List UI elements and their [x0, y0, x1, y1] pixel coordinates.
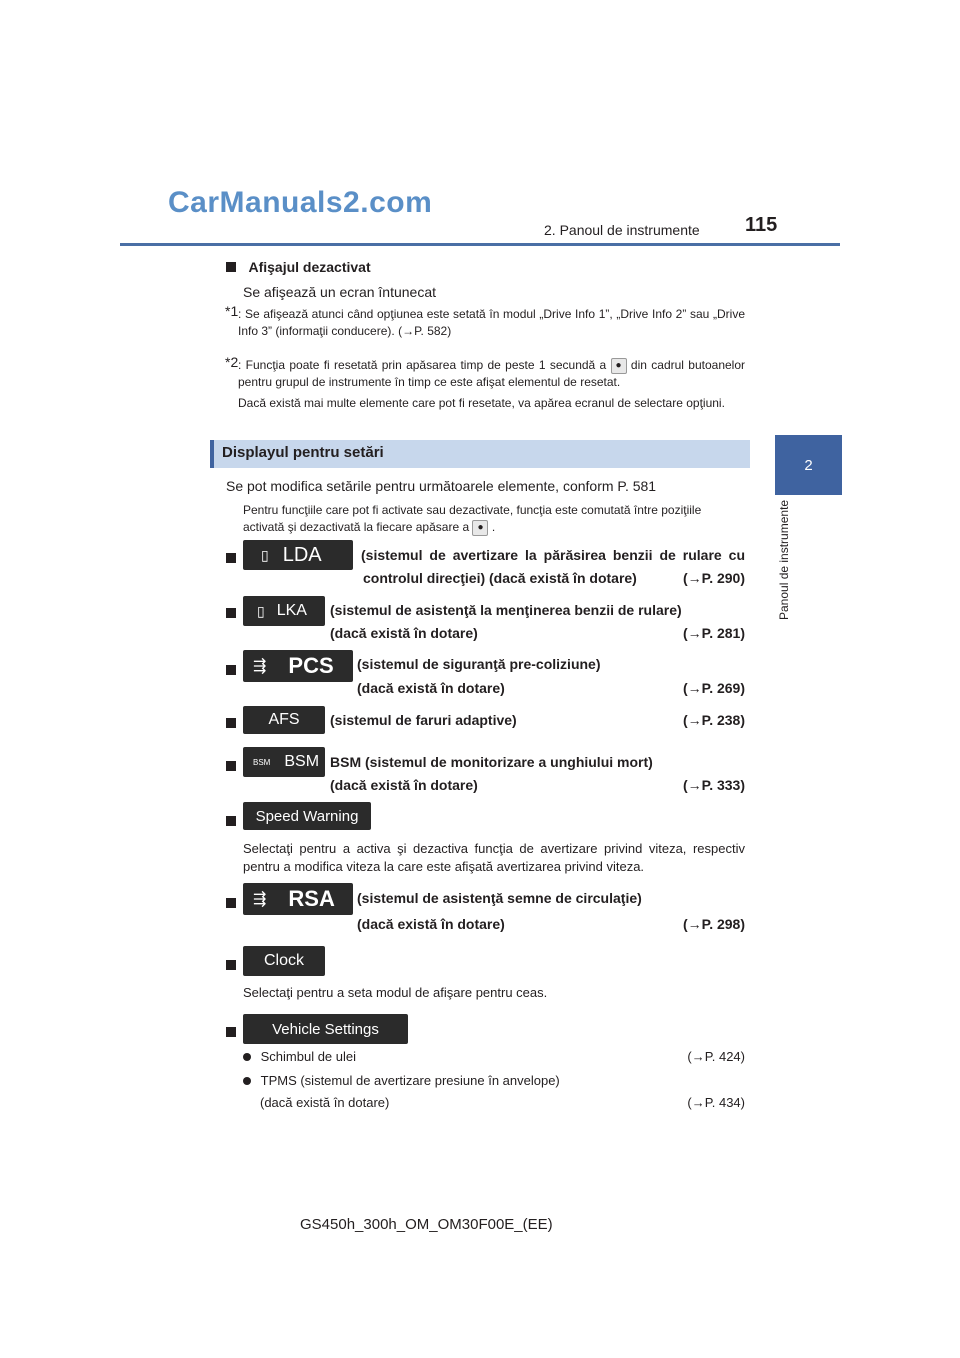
- footnote-2-mark: *2: [225, 354, 239, 370]
- speed-warning-badge: [243, 802, 371, 830]
- afs-badge-label: AFS: [268, 711, 300, 728]
- clock-desc: Selectaţi pentru a seta modul de afişare pentru ceas.: [243, 985, 548, 1000]
- enter-button-icon: ●: [611, 358, 627, 374]
- display-off-text: Se afişează un ecran întunecat: [243, 284, 437, 300]
- clock-badge: [243, 946, 325, 976]
- square-bullet-icon: [226, 1027, 236, 1037]
- round-bullet-icon: [243, 1077, 251, 1085]
- vehicle-item-tpms: [243, 1073, 560, 1088]
- speed-warning-badge-label: Speed Warning: [255, 807, 359, 825]
- vehicle-item-oil-label: Schimbul de ulei: [260, 1049, 357, 1064]
- display-off-heading: Afişajul dezactivat: [248, 259, 371, 275]
- footnote-2-text-b: din cadrul butoanelor pentru grupul de instrumente în timp ce este afişat elementul de resetat.: [238, 358, 745, 389]
- square-bullet-icon: [226, 816, 236, 826]
- bsm-small-label: BSM: [253, 757, 271, 767]
- rsa-ref: (→P. 298): [683, 916, 745, 932]
- pre-collision-icon: ⇶: [253, 658, 267, 675]
- afs-line1: (sistemul de faruri adaptive): [330, 712, 517, 728]
- lda-ref: (→P. 290): [683, 570, 745, 586]
- footnote-2-text-a: : Funcţia poate fi resetată prin apăsarea timp de peste 1 secundă a: [238, 358, 607, 372]
- rsa-line1: (sistemul de asistenţă semne de circulaţie): [357, 890, 642, 906]
- bsm-badge: [243, 747, 325, 777]
- lka-line2: (dacă există în dotare): [330, 625, 478, 641]
- square-bullet-icon: [226, 262, 236, 272]
- footnote-1: [225, 303, 745, 340]
- pcs-line2: (dacă există în dotare): [357, 680, 505, 696]
- display-off-heading-row: [226, 259, 371, 277]
- document-code: GS450h_300h_OM_OM30F00E_(EE): [300, 1216, 553, 1233]
- lka-line1: (sistemul de asistenţă la menţinerea benzii de rulare): [330, 602, 682, 618]
- bsm-line2: (dacă există în dotare): [330, 777, 478, 793]
- header-rule: [120, 243, 840, 246]
- lane-keeping-icon: ▯: [257, 602, 265, 619]
- bsm-ref: (→P. 333): [683, 777, 745, 793]
- watermark-logo: CarManuals2.com: [168, 186, 433, 219]
- bsm-badge-label: BSM: [284, 753, 320, 770]
- lane-departure-icon: ▯: [261, 546, 269, 563]
- road-sign-icon: ⇶: [253, 891, 267, 908]
- vehicle-item-oil: [243, 1049, 356, 1064]
- settings-subnote-a: Pentru funcţiile care pot fi activate sau dezactivate, funcţia este comutată între poziţiile: [243, 503, 702, 517]
- footnote-2-text-c: Dacă există mai multe elemente care pot fi resetate, va apărea ecranul de selectare opţiuni.: [238, 396, 725, 410]
- footnote-1-mark: *1: [225, 303, 239, 319]
- square-bullet-icon: [226, 960, 236, 970]
- lka-badge-label: LKA: [276, 602, 307, 619]
- square-bullet-icon: [226, 761, 236, 771]
- pcs-badge-label: PCS: [288, 653, 334, 678]
- afs-ref: (→P. 238): [683, 712, 745, 728]
- vehicle-item-tpms-ref: (→P. 434): [687, 1095, 745, 1110]
- vehicle-settings-badge: [243, 1014, 408, 1044]
- rsa-badge-label: RSA: [288, 886, 335, 911]
- lda-badge: [243, 540, 353, 570]
- settings-subnote-b: activată şi dezactivată la fiecare apăsare a: [243, 520, 470, 534]
- rsa-badge: [243, 883, 353, 915]
- round-bullet-icon: [243, 1053, 251, 1061]
- settings-intro: Se pot modifica setările pentru următoarele elemente, conform P. 581: [226, 478, 657, 494]
- settings-subnote: [243, 502, 748, 536]
- page-number: 115: [745, 214, 778, 236]
- pcs-badge: [243, 650, 353, 682]
- bsm-line1: BSM (sistemul de monitorizare a unghiului mort): [330, 754, 653, 770]
- vehicle-item-tpms-label: TPMS (sistemul de avertizare presiune în anvelope): [260, 1073, 560, 1088]
- lka-ref: (→P. 281): [683, 625, 745, 641]
- section-heading: Displayul pentru setări: [222, 444, 384, 461]
- chapter-tab-title: Panoul de instrumente: [777, 500, 791, 621]
- vehicle-settings-badge-label: Vehicle Settings: [272, 1020, 379, 1038]
- square-bullet-icon: [226, 898, 236, 908]
- section-title: 2. Panoul de instrumente: [544, 222, 700, 238]
- square-bullet-icon: [226, 665, 236, 675]
- vehicle-item-oil-ref: (→P. 424): [687, 1049, 745, 1064]
- square-bullet-icon: [226, 553, 236, 563]
- enter-button-icon: ●: [472, 520, 488, 536]
- lda-line2: controlul direcţiei) (dacă există în dotare): [363, 570, 637, 586]
- square-bullet-icon: [226, 608, 236, 618]
- pcs-ref: (→P. 269): [683, 680, 745, 696]
- square-bullet-icon: [226, 718, 236, 728]
- rsa-line2: (dacă există în dotare): [357, 916, 505, 932]
- settings-subnote-end: .: [491, 520, 496, 534]
- vehicle-item-tpms-label-b: (dacă există în dotare): [260, 1095, 390, 1110]
- lda-badge-label: LDA: [282, 543, 322, 566]
- footnote-1-text: : Se afişează atunci când opţiunea este setată în modul „Drive Info 1”, „Drive Info 2” sau „Drive Info 3” (informaţii conducere). (→P. 582): [238, 307, 745, 338]
- afs-badge: [243, 706, 325, 734]
- chapter-tab: 2: [775, 435, 842, 495]
- clock-badge-label: Clock: [263, 952, 304, 969]
- speed-warning-desc: Selectaţi pentru a activa şi dezactiva funcţia de avertizare privind viteza, respectiv pentru a modifica viteza la care este afişată avertizarea privind viteza.: [243, 841, 745, 874]
- footnote-2: [225, 354, 745, 412]
- lda-line1: (sistemul de avertizare la părăsirea benzii de rulare cu: [361, 547, 745, 563]
- pcs-line1: (sistemul de siguranţă pre-coliziune): [357, 656, 601, 672]
- lka-badge: [243, 596, 325, 626]
